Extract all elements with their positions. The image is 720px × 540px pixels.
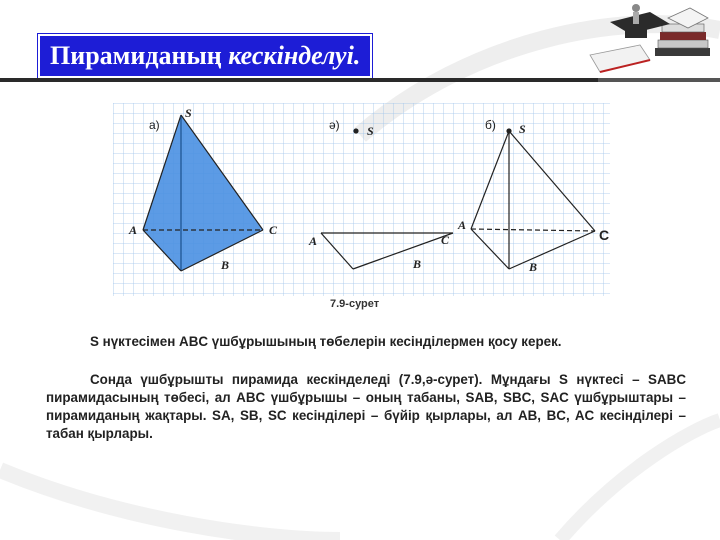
vertex-B-a: B <box>221 258 230 272</box>
panel-label-ae: ә) <box>329 118 340 132</box>
figure-caption: 7.9-сурет <box>330 298 380 310</box>
vertex-S-ae: S <box>367 124 374 138</box>
vertex-S-a: S <box>185 106 192 120</box>
vertex-C-b: C <box>599 227 610 243</box>
pyramid-figure <box>113 103 610 296</box>
point-S-ae <box>353 128 358 133</box>
vertex-S-b: S <box>519 122 526 136</box>
vertex-A-ae: A <box>309 234 318 248</box>
vertex-A-b: A <box>458 218 467 232</box>
vertex-B-b: B <box>529 260 538 274</box>
paragraph-2: Сонда үшбұрышты пирамида кескінделеді (7.9,ә-сурет). Мұндағы S нүктесі – SABC пирамидасының төбесі, ал ABC үшбұрышы – оның табаны, SAB, SBC, SAC үшбұрыштары – пирамиданың жақтары. SA, SB, SC кесінділері – бүйір қырлары, ал AB, BC, AC кесінділері – табан қырлары. <box>46 372 686 441</box>
panel-label-b: б) <box>485 118 496 132</box>
vertex-C-a: C <box>269 223 278 237</box>
books-graduation-icon <box>570 0 720 80</box>
paragraph-1: S нүктесімен ABC үшбұрышының төбелерін кесінділермен қосу керек. <box>90 334 562 349</box>
vertex-B-ae: B <box>413 257 422 271</box>
title-underline <box>0 78 598 82</box>
title-text: Пирамиданың кескінделуі. <box>50 41 361 70</box>
vertex-A-a: A <box>129 223 138 237</box>
slide-title <box>38 34 372 78</box>
vertex-C-ae: C <box>441 233 450 247</box>
panel-label-a: а) <box>149 118 160 132</box>
